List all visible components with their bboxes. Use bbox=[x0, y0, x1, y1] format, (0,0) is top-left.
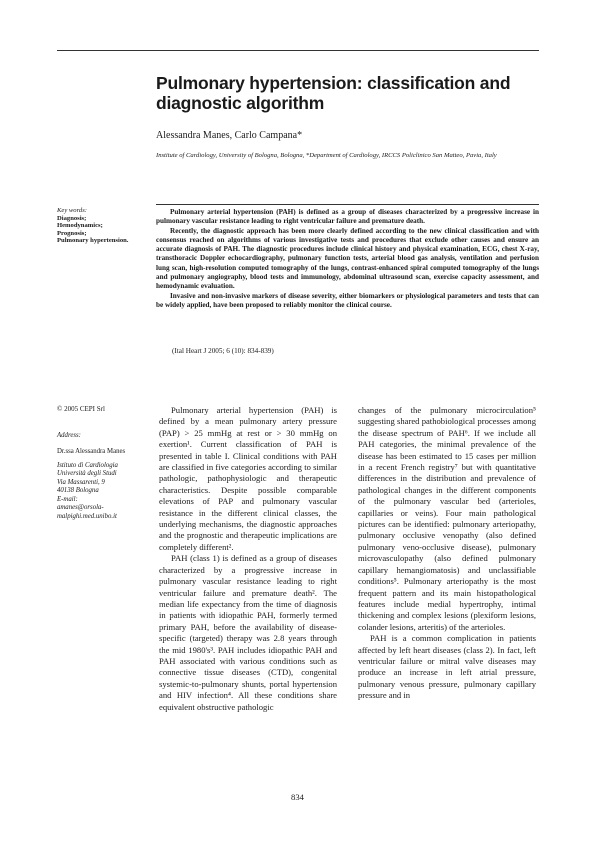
address-label: Address: bbox=[57, 431, 81, 439]
sidebar-info bbox=[57, 405, 152, 521]
journal-citation: (Ital Heart J 2005; 6 (10): 834-839) bbox=[172, 347, 274, 355]
keyword-term: Diagnosis; bbox=[57, 214, 87, 222]
copyright-notice: © 2005 CEPI Srl bbox=[57, 405, 105, 413]
body-paragraph: PAH (class 1) is defined as a group of diseases characterized by a progressive increase in pulmonary vascular resistance leading to right ventricular failure and premature death². The median life expectancy from the time of diagnosis in patients with idiopathic PAH, formerly termed primary PAH, before the availability of disease-specific (targeted) therapy was 2.8 years through the mid 1980's³. PAH includes idiopathic PAH and PAH associated with various conditions such as connective tissue diseases (CTD), congenital systemic-to-pulmonary shunts, portal hypertension and HIV infection⁴. All these conditions share equivalent obstructive pathologic bbox=[159, 553, 337, 712]
address-line: amanes@orsola- bbox=[57, 504, 104, 511]
abstract-rule bbox=[156, 204, 539, 205]
address-line: E-mail: bbox=[57, 495, 78, 503]
abstract-paragraph: Invasive and non-invasive markers of disease severity, either biomarkers or physiological parameters and tests that can be widely applied, have been proposed to reliably monitor the clinical course. bbox=[156, 291, 539, 309]
keyword-term: Prognosis; bbox=[57, 229, 87, 237]
abstract bbox=[156, 208, 539, 310]
body-paragraph: PAH is a common complication in patients affected by left heart diseases (class 2). In fact, left ventricular failure or mitral valve diseases may produce an increase in left atrial pressure, pulmonary venous pressure, pulmonary capillary pressure and in bbox=[358, 633, 536, 701]
abstract-paragraph: Pulmonary arterial hypertension (PAH) is defined as a group of diseases characterized by a progressive increase in pulmonary vascular resistance leading to right ventricular failure and premature death. bbox=[156, 208, 539, 226]
correspondence-name: Dr.ssa Alessandra Manes bbox=[57, 448, 126, 455]
keywords-label: Key words: bbox=[57, 207, 87, 214]
keyword-term: Hemodynamics; bbox=[57, 222, 103, 230]
abstract-paragraph: Recently, the diagnostic approach has been more clearly defined according to the new clinical classification and with consensus reached on algorithms of various investigative tests and procedures that exclude other causes and ensure an accurate diagnosis of PAH. The diagnostic procedures include clinical history and physical examination, ECG, chest X-ray, transthoracic Doppler echocardiography, pulmonary function tests, arterial blood gas analysis, ventilation and perfusion lung scan, high-resolution computed tomography of the lungs, contrast-enhanced spiral computed tomography of the lungs and pulmonary angiography, blood tests and immunology, abdominal ultrasound scan, exercise capacity assessment, and hemodynamic evaluation. bbox=[156, 226, 539, 291]
address-line: Università degli Studi bbox=[57, 470, 117, 477]
article-affiliation: Institute of Cardiology, University of Bologna, Bologna, *Department of Cardiology, IRCCS Policlinico San Matteo, Pavia, Italy bbox=[156, 152, 497, 159]
article-authors: Alessandra Manes, Carlo Campana* bbox=[156, 130, 303, 141]
body-paragraph: changes of the pulmonary microcirculation⁵ suggesting shared pathobiological processes among the disease spectrum of PAH⁶. If we include all PAH categories, the minimal prevalence of the disease has been estimated to 15 cases per million in a recent French registry⁷ but with quantitative differences in the distribution and prevalence of pathological changes in the different components of the pulmonary vascular bed (arterioles, capillaries or veins). Four main pathological pictures can be identified: pulmonary arteriopathy, pulmonary occlusive venopathy (also defined pulmonary veno-occlusive disease), pulmonary microvasculopathy (also defined pulmonary capillary hemangiomatosis) and unclassifiable conditions⁵. Pulmonary arteriopathy is the most frequent pattern and its main histopathological features include medial hypertrophy, intimal thickening and complex lesions (plexiform lesions, colander lesions, arteritis) of the arterioles. bbox=[358, 405, 536, 632]
article-title: Pulmonary hypertension: classification and diagnostic algorithm bbox=[156, 73, 511, 113]
body-column-right bbox=[358, 405, 536, 702]
correspondence-address bbox=[57, 462, 152, 522]
address-line: 40138 Bologna bbox=[57, 487, 99, 494]
address-line: Via Massarenti, 9 bbox=[57, 478, 105, 486]
address-line: malpighi.med.unibo.it bbox=[57, 512, 117, 520]
body-column-left bbox=[159, 405, 337, 713]
page-number: 834 bbox=[291, 792, 304, 802]
body-paragraph: Pulmonary arterial hypertension (PAH) is defined by a mean pulmonary artery pressure (PAP) > 25 mmHg at rest or > 30 mmHg on exertion¹. Current classification of PAH is presented in table I. Clinical conditions with PAH are classified in five categories according to similar pathologic, pathophysiologic and therapeutic characteristics. Despite possible comparable elevations of PAP and pulmonary vascular resistance in the different clinical classes, the underlying mechanisms, the diagnostic approaches and the prognostic and therapeutic implications are completely different². bbox=[159, 405, 337, 552]
address-line: Istituto di Cardiologia bbox=[57, 461, 118, 469]
header-rule bbox=[57, 50, 539, 51]
keyword-term: Pulmonary hypertension. bbox=[57, 237, 129, 245]
keywords-block bbox=[57, 207, 152, 245]
